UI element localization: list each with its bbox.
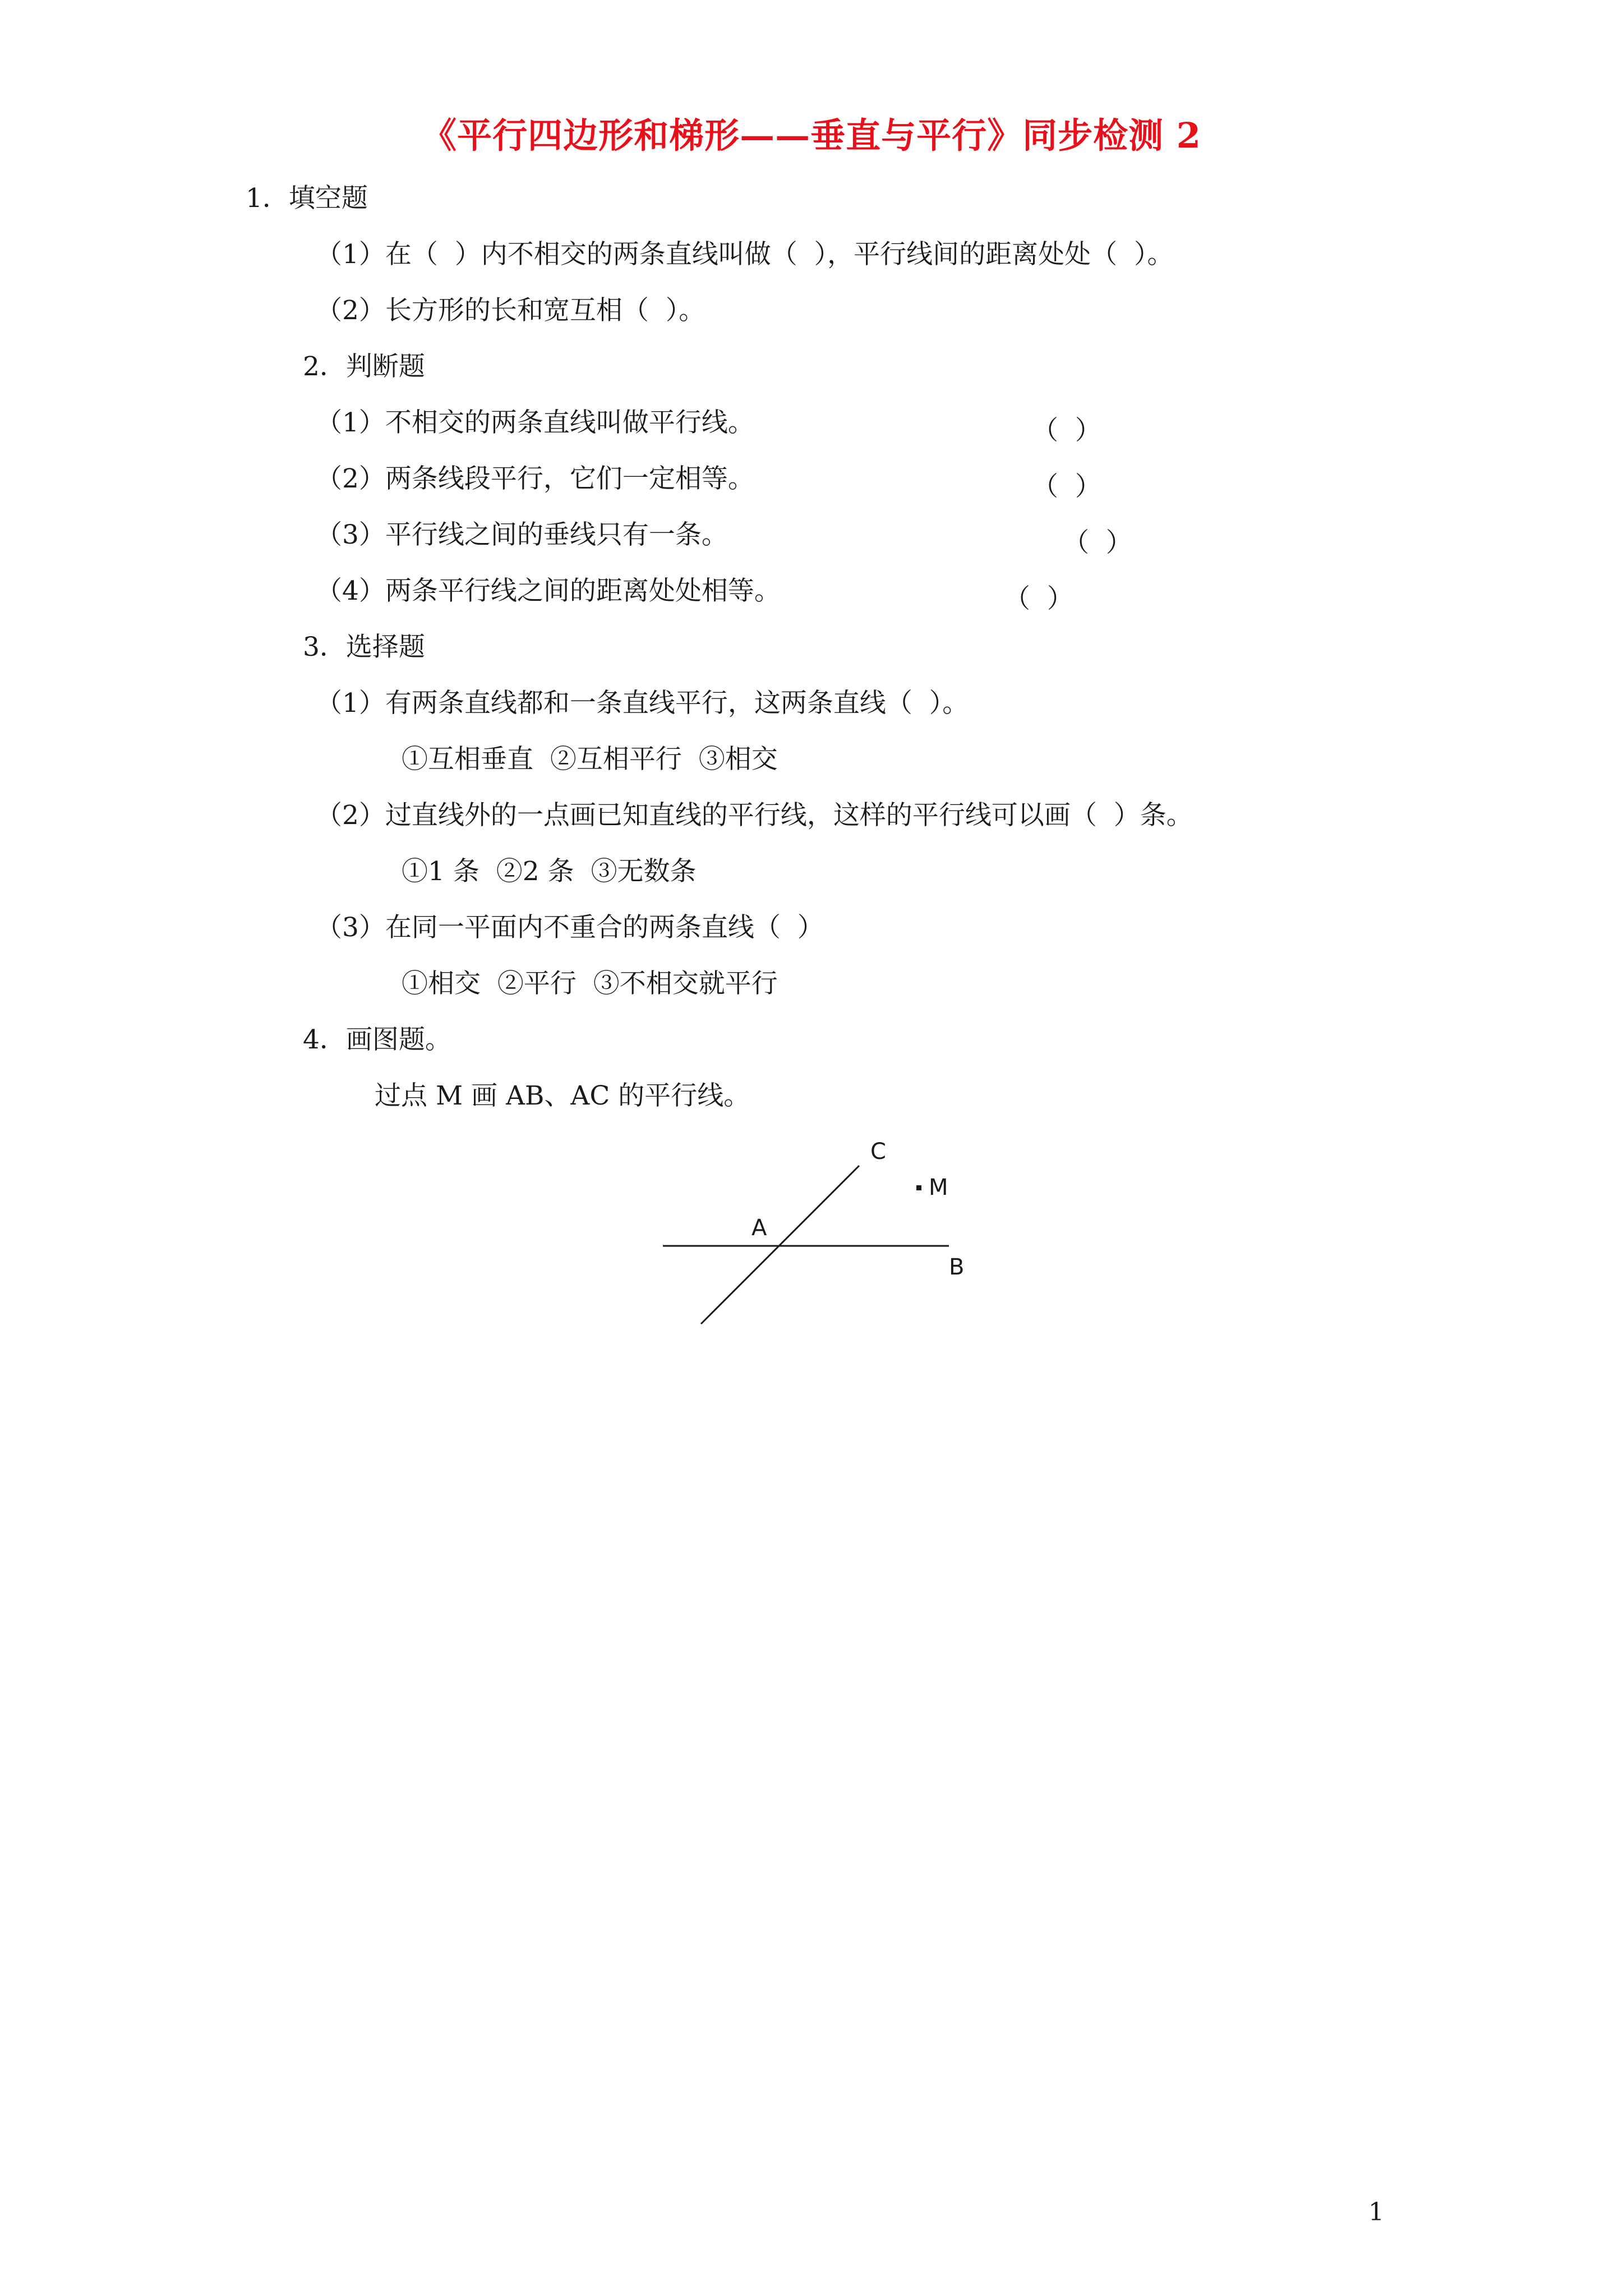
q2-item-1-answer-box: （ ）: [1032, 415, 1101, 446]
label-m: M: [929, 1175, 948, 1200]
q1-item-1: （1）在（ ）内不相交的两条直线叫做（ ），平行线间的距离处处（ ）。: [316, 239, 1174, 270]
q4-instruction: 过点 M 画 AB、AC 的平行线。: [375, 1080, 750, 1111]
q2-heading: 2．判断题: [303, 351, 425, 382]
q2-item-2-answer-box: （ ）: [1032, 471, 1101, 502]
q2-item-3: （3）平行线之间的垂线只有一条。: [316, 519, 728, 550]
q2-item-2: （2）两条线段平行，它们一定相等。: [316, 463, 754, 494]
q2-item-1: （1）不相交的两条直线叫做平行线。: [316, 407, 754, 438]
q3-item-2-options: ①1 条 ②2 条 ③无数条: [402, 856, 697, 887]
q4-heading: 4．画图题。: [303, 1024, 451, 1055]
q3-item-3: （3）在同一平面内不重合的两条直线（ ）: [316, 912, 824, 943]
q1-item-2: （2）长方形的长和宽互相（ ）。: [316, 295, 706, 326]
line-ac: [701, 1166, 859, 1324]
q2-item-3-answer-box: （ ）: [1063, 527, 1132, 558]
label-b: B: [949, 1254, 965, 1280]
q2-item-4-answer-box: （ ）: [1004, 583, 1073, 614]
q2-item-4: （4）两条平行线之间的距离处处相等。: [316, 576, 781, 606]
label-c: C: [870, 1139, 886, 1165]
parallel-lines-figure: [656, 1128, 970, 1327]
q3-item-2: （2）过直线外的一点画已知直线的平行线，这样的平行线可以画（ ）条。: [316, 800, 1193, 831]
page-number: 1: [1368, 2198, 1384, 2226]
q3-item-1: （1）有两条直线都和一条直线平行，这两条直线（ ）。: [316, 688, 969, 719]
q1-heading: 1．填空题: [246, 183, 368, 214]
q3-heading: 3．选择题: [303, 632, 425, 662]
document-title: 《平行四边形和梯形——垂直与平行》同步检测 2: [422, 115, 1201, 156]
q3-item-3-options: ①相交 ②平行 ③不相交就平行: [402, 968, 778, 999]
q3-item-1-options: ①互相垂直 ②互相平行 ③相交: [402, 744, 778, 775]
label-a: A: [751, 1215, 767, 1241]
point-m-dot: [916, 1185, 921, 1190]
